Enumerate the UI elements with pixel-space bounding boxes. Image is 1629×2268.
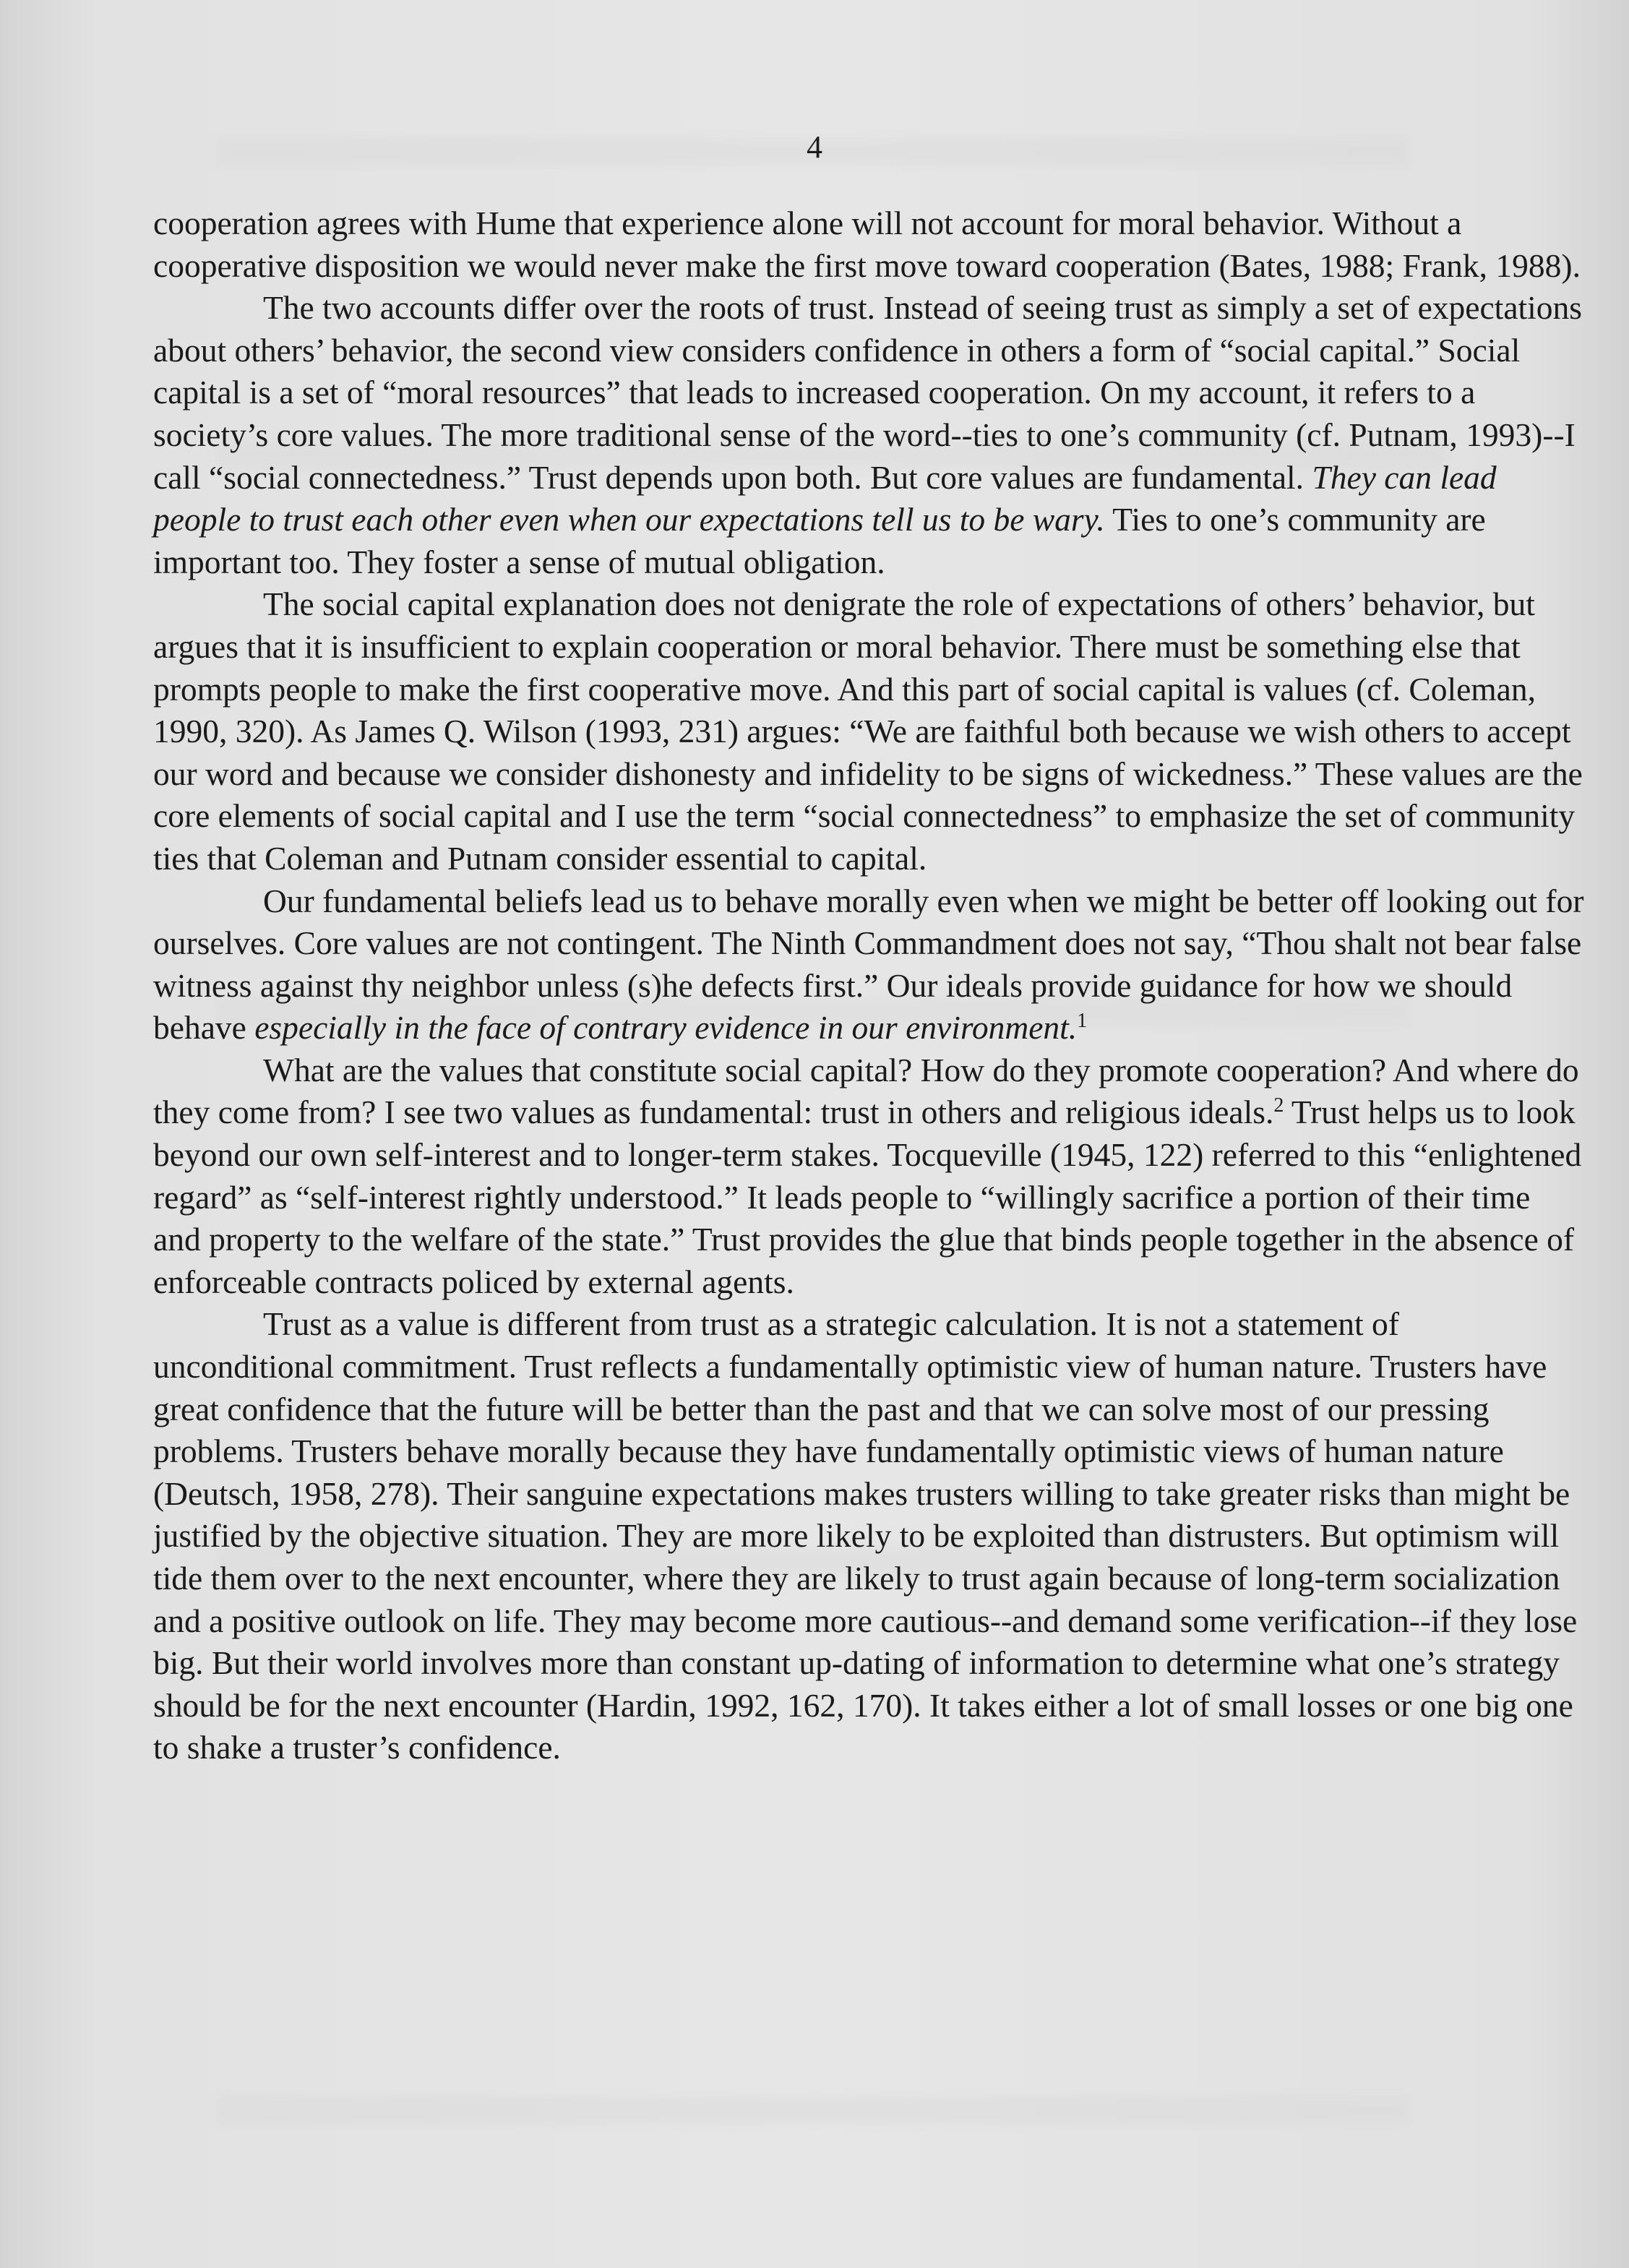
text-run: The social capital explanation does not denigrate the role of expectations of others’ behavior, but argues that it is insufficient to explain cooperation or moral behavior. There must be something else that prompts people to make the first cooperative move. And this part of social capital is values (cf. Coleman, 1990, 320). As James Q. Wilson (1993, 231) argues: “We are faithful both because we wish others to accept our word and because we consider dishonesty and infidelity to be signs of wickedness.” These values are the core elements of social capital and I use the term “social connectedness” to emphasize the set of community ties that Coleman and Putnam consider essential to capital. — [153, 585, 1583, 877]
text-run: Our fundamental beliefs lead us to behave morally even when we might be better off looking out for ourselves. Core values are not contingent. The Ninth Commandment does not say, “Thou shalt not bear false witness against thy neighbor unless (s)he defects first.” Our ideals provide guidance for how we should behave — [153, 882, 1584, 1047]
paragraph — [153, 202, 1584, 287]
text-run: Trust helps us to look beyond our own self-interest and to longer-term stakes. Tocqueville (1945, 122) referred to this “enlightened regard” as “self-interest rightly understood.” It leads people to “willingly sacrifice a portion of their time and property to the welfare of the state.” Trust provides the glue that binds people together in the absence of enforceable contracts policed by external agents. — [153, 1094, 1582, 1300]
italic-text: They can lead people to trust each other even when our expectations tell us to be wary. — [153, 458, 1497, 538]
body-text — [153, 202, 1584, 1769]
text-run: What are the values that constitute social capital? How do they promote cooperation? And where do they come from? I see two values as fundamental: trust in others and religious ideals. — [153, 1051, 1579, 1131]
text-run: The two accounts differ over the roots of trust. Instead of seeing trust as simply a set of expectations about others’ behavior, the second view considers confidence in others a form of “social capital.” Social capital is a set of “moral resources” that leads to increased cooperation. On my account, it refers to a society’s core values. The more traditional sense of the word--ties to one’s community (cf. Putnam, 1993)--I call “social connectedness.” Trust depends upon both. But core values are fundamental. — [153, 289, 1582, 496]
italic-text: especially in the face of contrary evidence in our environment. — [254, 1009, 1078, 1047]
paragraph — [153, 287, 1584, 583]
paragraph — [153, 880, 1584, 1049]
paragraph — [153, 1303, 1584, 1769]
footnote-marker: 1 — [1077, 1010, 1088, 1033]
paragraph — [153, 583, 1584, 880]
footnote-marker: 2 — [1273, 1094, 1284, 1117]
text-run: Ties to one’s community are important too. They foster a sense of mutual obligation. — [153, 501, 1486, 580]
text-run: cooperation agrees with Hume that experience alone will not account for moral behavior. Without a cooperative disposition we would never make the first move toward cooperation (Bates, 1988; Frank, 1988). — [153, 205, 1581, 284]
text-run: Trust as a value is different from trust as a strategic calculation. It is not a statement of unconditional commitment. Trust reflects a fundamentally optimistic view of human nature. Trusters have great confidence that the future will be better than the past and that we can solve most of our pressing problems. Trusters behave morally because they have fundamentally optimistic views of human nature (Deutsch, 1958, 278). Their sanguine expectations makes trusters willing to take greater risks than might be justified by the objective situation. They are more likely to be exploited than distrusters. But optimism will tide them over to the next encounter, where they are likely to trust again because of long-term socialization and a positive outlook on life. They may become more cautious--and demand some verification--if they lose big. But their world involves more than constant up-dating of information to determine what one’s strategy should be for the next encounter (Hardin, 1992, 162, 170). It takes either a lot of small losses or one big one to shake a truster’s confidence. — [153, 1305, 1578, 1766]
paragraph — [153, 1049, 1584, 1304]
page-number: 4 — [807, 129, 822, 165]
